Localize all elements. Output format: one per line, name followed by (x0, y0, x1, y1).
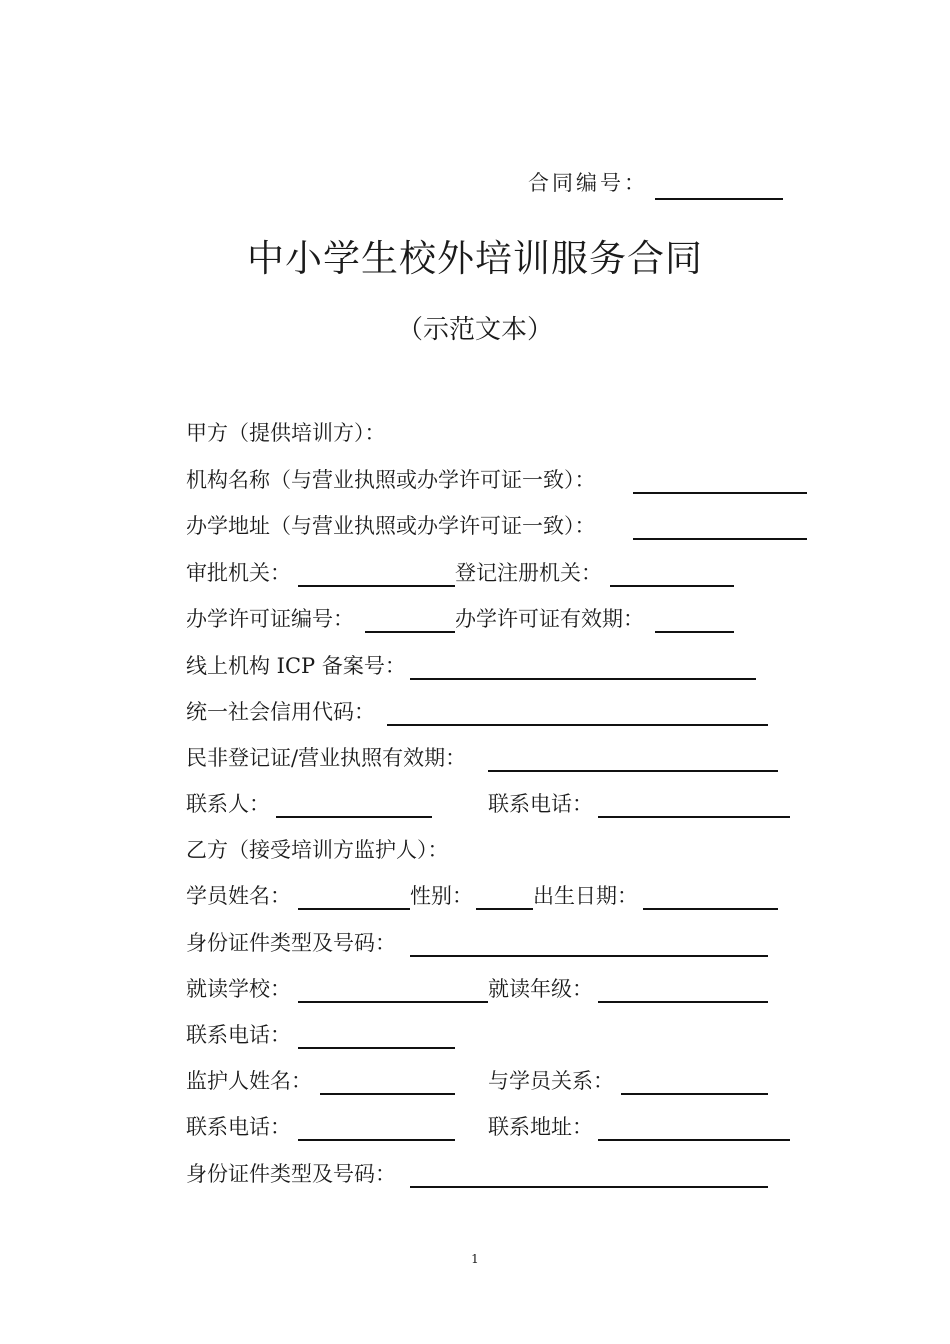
registration-authority-label: 登记注册机关： (455, 561, 602, 585)
guardian-name-blank[interactable] (320, 1093, 455, 1095)
credit-code-blank[interactable] (387, 724, 768, 726)
org-name-blank[interactable] (633, 492, 807, 494)
registration-validity-label: 民非登记证/营业执照有效期： (186, 746, 467, 770)
guardian-address-label: 联系地址： (488, 1115, 593, 1139)
school-address-blank[interactable] (633, 538, 807, 540)
student-name-blank[interactable] (298, 908, 410, 910)
party-a-contact-blank[interactable] (276, 816, 432, 818)
credit-code-label: 统一社会信用代码： (186, 700, 375, 724)
party-a-contact-label: 联系人： (186, 792, 270, 816)
grade-blank[interactable] (598, 1001, 768, 1003)
guardian-name-label: 监护人姓名： (186, 1069, 312, 1093)
grade-label: 就读年级： (488, 977, 593, 1001)
student-phone-label: 联系电话： (186, 1023, 291, 1047)
approval-authority-blank[interactable] (298, 585, 455, 587)
student-name-label: 学员姓名： (186, 884, 291, 908)
guardian-phone-blank[interactable] (298, 1139, 455, 1141)
license-number-label: 办学许可证编号： (186, 607, 354, 631)
registration-authority-blank[interactable] (610, 585, 734, 587)
party-a-heading: 甲方（提供培训方）： (186, 421, 386, 445)
gender-blank[interactable] (476, 908, 533, 910)
student-id-blank[interactable] (410, 955, 768, 957)
page-number: 1 (471, 1252, 479, 1266)
guardian-id-label: 身份证件类型及号码： (186, 1162, 396, 1186)
document-subtitle: （示范文本） (396, 315, 553, 345)
party-b-heading: 乙方（接受培训方监护人）： (186, 838, 449, 862)
guardian-phone-label: 联系电话： (186, 1115, 291, 1139)
relation-blank[interactable] (621, 1093, 768, 1095)
school-address-label: 办学地址（与营业执照或办学许可证一致）： (186, 514, 596, 538)
org-name-label: 机构名称（与营业执照或办学许可证一致）： (186, 468, 596, 492)
party-a-phone-blank[interactable] (598, 816, 790, 818)
party-a-phone-label: 联系电话： (488, 792, 593, 816)
approval-authority-label: 审批机关： (186, 561, 291, 585)
birth-date-label: 出生日期： (533, 884, 638, 908)
license-validity-blank[interactable] (655, 631, 734, 633)
license-validity-label: 办学许可证有效期： (455, 607, 644, 631)
contract-number-label: 合同编号： (528, 171, 648, 195)
school-blank[interactable] (298, 1001, 488, 1003)
student-id-label: 身份证件类型及号码： (186, 931, 396, 955)
contract-number-blank[interactable] (655, 198, 783, 200)
school-label: 就读学校： (186, 977, 291, 1001)
icp-record-blank[interactable] (410, 678, 756, 680)
birth-date-blank[interactable] (643, 908, 778, 910)
document-title: 中小学生校外培训服务合同 (247, 237, 703, 280)
guardian-id-blank[interactable] (410, 1186, 768, 1188)
icp-record-label: 线上机构 ICP 备案号： (186, 654, 406, 678)
guardian-address-blank[interactable] (598, 1139, 790, 1141)
license-number-blank[interactable] (365, 631, 455, 633)
registration-validity-blank[interactable] (488, 770, 778, 772)
gender-label: 性别： (410, 884, 473, 908)
student-phone-blank[interactable] (298, 1047, 455, 1049)
relation-label: 与学员关系： (488, 1069, 614, 1093)
